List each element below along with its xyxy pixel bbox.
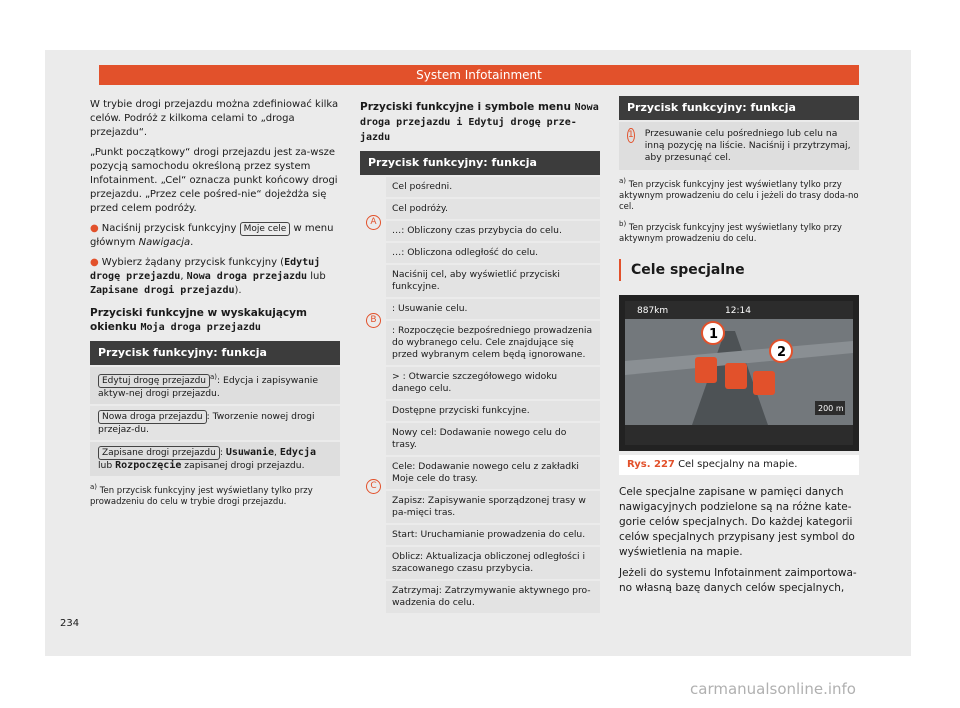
list-item: : Usuwanie celu. — [386, 297, 600, 319]
group-a — [360, 175, 600, 263]
map-image — [625, 301, 853, 445]
svg-text:200 m: 200 m — [818, 403, 844, 413]
page-header: System Infotainment — [99, 65, 859, 85]
table-header: Przycisk funkcyjny: funkcja — [360, 151, 600, 175]
callout-1: 1 — [627, 128, 635, 143]
body-paragraph-2: Jeżeli do systemu Infotainment zaimportowa-no własną bazę danych celów specjalnych, — [619, 566, 857, 594]
list-item: Nowy cel: Dodawanie nowego celu do trasy. — [386, 421, 600, 455]
column-3 — [619, 96, 859, 602]
label-a: A — [366, 215, 381, 230]
table-header: Przycisk funkcyjny: funkcja — [619, 96, 859, 120]
figure-caption: Rys. 227 Cel specjalny na mapie. — [619, 455, 859, 475]
svg-text:2: 2 — [777, 344, 787, 360]
list-item: Zapisz: Zapisywanie sporządzonej trasy w pa-mięci tras. — [386, 489, 600, 523]
table-row: Zapisane drogi przejazdu : Usuwanie, Edycja lub Rozpoczęcie zapisanej drogi przejazdu. — [90, 440, 340, 476]
column-1 — [90, 98, 340, 508]
watermark: carmanualsonline.info — [690, 680, 856, 698]
list-item: Cel podróży. — [386, 197, 600, 219]
footnote-b: $^{b)}$ Ten przycisk funkcyjny jest wyświetlany tylko przy aktywnym prowadzeniu do celu. — [619, 219, 842, 244]
bullet-icon: ● — [90, 223, 99, 234]
bullet-icon: ● — [90, 257, 99, 268]
svg-text:1: 1 — [709, 326, 719, 342]
list-item: …: Obliczony czas przybycia do celu. — [386, 219, 600, 241]
page-number: 234 — [60, 618, 80, 629]
figure — [619, 295, 859, 451]
section-title: Cele specjalne — [619, 259, 859, 281]
table-row: 1 Przesuwanie celu pośredniego lub celu na inną pozycję na liście. Naciśnij i przytrzymaj, aby przesunąć cel. — [619, 120, 859, 170]
svg-text:12:14: 12:14 — [725, 305, 751, 316]
list-item: Start: Uruchamianie prowadzenia do celu. — [386, 523, 600, 545]
list-item: Zatrzymaj: Zatrzymywanie aktywnego pro-wadzenia do celu. — [386, 579, 600, 613]
page — [45, 50, 911, 656]
step-2: ● Wybierz żądany przycisk funkcyjny (Edytuj drogę przejazdu, Nowa droga przejazdu lub Zapisane drogi przejazdu). — [90, 257, 326, 296]
list-item: Dostępne przyciski funkcyjne. — [386, 399, 600, 421]
group-b — [360, 263, 600, 399]
svg-text:887km: 887km — [637, 305, 669, 316]
table-header: Przycisk funkcyjny: funkcja — [90, 341, 340, 365]
intro-paragraph-1: W trybie drogi przejazdu można zdefiniować kilka celów. Podróż z kilkoma celami to „droga przejazdu“. — [90, 99, 339, 138]
list-item: …: Obliczona odległość do celu. — [386, 241, 600, 263]
step-1: ● Naciśnij przycisk funkcyjny Moje cele w menu głównym Nawigacja. — [90, 223, 334, 248]
list-item: : Rozpoczęcie bezpośredniego prowadzenia do wybranego celu. Cele znajdujące się przed wybranym celem będą ignorowane. — [386, 319, 600, 365]
list-item: Cele: Dodawanie nowego celu z zakładki Moje cele do trasy. — [386, 455, 600, 489]
label-c: C — [366, 479, 381, 494]
intro-paragraph-2: „Punkt początkowy“ drogi przejazdu jest za-wsze pozycją samochodu określoną przez system Infotainment. „Cel“ oznacza punkt końcowy drogi przejazdu. „Przez cele pośred-nie“ dojeżdża się przed celem podróży. — [90, 147, 338, 214]
section-heading: Przyciski funkcyjne w wyskakującym okienku Moja droga przejazdu — [90, 307, 307, 333]
function-table-1 — [90, 341, 340, 476]
table-row: Edytuj drogę przejazdu $^{a)}$: Edycja i zapisywanie aktyw-nej drogi przejazdu. — [90, 365, 340, 404]
column-2 — [360, 98, 600, 613]
list-item: > : Otwarcie szczegółowego widoku danego celu. — [386, 365, 600, 399]
body-paragraph-1: Cele specjalne zapisane w pamięci danych nawigacyjnych podzielone są na różne kate-gorie celów specjalnych. Do każdej kategorii celów specjalnych przypisany jest symbol do wyświetlenia na mapie. — [619, 485, 855, 558]
key-moje-cele: Moje cele — [240, 222, 291, 236]
table-row: Nowa droga przejazdu : Tworzenie nowej drogi przejaz-du. — [90, 404, 340, 440]
map-screen — [625, 301, 853, 445]
list-item: Naciśnij cel, aby wyświetlić przyciski funkcyjne. — [386, 263, 600, 297]
footnote-a: $^{a)}$ Ten przycisk funkcyjny jest wyświetlany tylko przy prowadzeniu do celu w trybie drogi przejazdu. — [90, 483, 313, 507]
section-heading: Przyciski funkcyjne i symbole menu Nowa droga przejazdu i Edytuj drogę prze-jazdu — [360, 101, 599, 143]
label-b: B — [366, 313, 381, 328]
list-item: Oblicz: Aktualizacja obliczonej odległości i szacowanego czasu przybycia. — [386, 545, 600, 579]
footnote-a: $^{a)}$ Ten przycisk funkcyjny jest wyświetlany tylko przy aktywnym prowadzeniu do celu i jeżeli do trasy doda-no cel. — [619, 177, 859, 212]
group-c — [360, 399, 600, 613]
list-item: Cel pośredni. — [386, 175, 600, 197]
